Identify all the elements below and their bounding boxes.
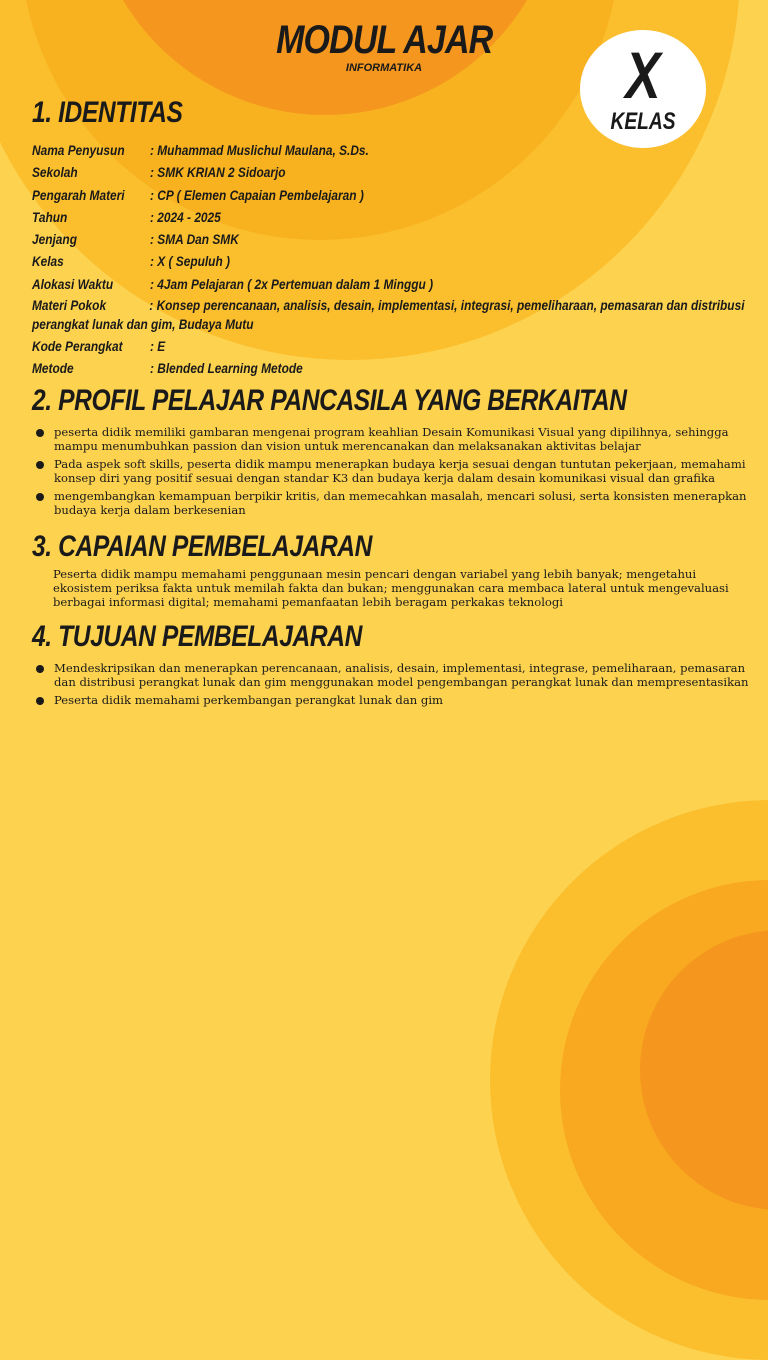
identitas-label: Alokasi Waktu [32,275,114,292]
identitas-row-text [32,296,761,334]
identitas-value: : 2024 - 2025 [150,208,221,225]
profil-heading: 2. PROFIL PELAJAR PANCASILA YANG BERKAITAN [32,384,627,417]
identitas-row [32,336,762,358]
list-item: Mendeskripsikan dan menerapkan perencanaan, analisis, desain, implementasi, integrase, pemeliharaan, pemasaran dan distribusi perangkat lunak dan gim menggunakan model pengembangan perangkat lunak dan mempresentasikan [32,661,752,689]
identitas-value: : 4Jam Pelajaran ( 2x Pertemuan dalam 1 Minggu ) [150,275,434,292]
identitas-label: Sekolah [32,164,78,181]
list-item: Pada aspek soft skills, peserta didik mampu menerapkan budaya kerja sesuai dengan tuntutan pekerjaan, memahami konsep diri yang positif sesuai dengan standar K3 dan budaya kerja dalam desain komunikasi visual dan grafika [32,457,752,485]
identitas-label: Jenjang [32,231,77,248]
identitas-row [32,207,762,229]
identitas-label: Pengarah Materi [32,186,125,203]
identitas-table [32,140,762,381]
identitas-row [32,185,762,207]
identitas-value: : Blended Learning Metode [150,360,303,377]
document-subtitle: INFORMATIKA [345,62,423,74]
identitas-heading: 1. IDENTITAS [32,96,183,129]
identitas-row [32,251,762,273]
identitas-label: Kelas [32,253,64,270]
identitas-value: : SMK KRIAN 2 Sidoarjo [150,164,286,181]
identitas-label: Materi Pokok [32,297,107,314]
identitas-value: : Muhammad Muslichul Maulana, S.Ds. [150,142,369,158]
tujuan-list [32,661,752,711]
identitas-value: : SMA Dan SMK [150,231,239,248]
identitas-value: : CP ( Elemen Capaian Pembelajaran ) [150,186,364,203]
identitas-value: : Konsep perencanaan, analisis, desain, implementasi, integrasi, pemeliharaan, pemasaran dan distribusi perangkat lunak dan gim, Budaya Mutu [32,297,745,333]
list-item: mengembangkan kemampuan berpikir kritis, dan memecahkan masalah, mencari solusi, serta konsisten menerapkan budaya kerja dalam berkesenian [32,489,752,517]
document-title: MODUL AJAR [275,18,493,62]
identitas-value: : X ( Sepuluh ) [150,253,230,270]
profil-list [32,425,752,521]
capaian-heading: 3. CAPAIAN PEMBELAJARAN [32,530,373,563]
identitas-label: Tahun [32,208,68,225]
identitas-label: Kode Perangkat [32,338,123,355]
identitas-row [32,274,762,296]
identitas-row [32,229,762,251]
tujuan-heading: 4. TUJUAN PEMBELAJARAN [32,620,362,653]
identitas-row [32,358,762,380]
identitas-row [32,162,762,184]
identitas-row [32,296,762,336]
identitas-value: : E [150,338,166,355]
list-item: peserta didik memiliki gambaran mengenai program keahlian Desain Komunikasi Visual yang dipilihnya, sehingga mampu menumbuhkan passion dan vision untuk merencanakan dan melaksanakan aktivitas belajar [32,425,752,453]
list-item: Peserta didik memahami perkembangan perangkat lunak dan gim [32,693,752,707]
grade-badge-value: X [625,38,661,112]
grade-badge [580,30,706,148]
capaian-text: Peserta didik mampu memahami penggunaan mesin pencari dengan variabel yang lebih banyak; mengetahui ekosistem periksa fakta untuk memilah fakta dan bukan; menggunakan cara membaca lateral untuk mengevaluasi berbagai informasi digital; memahami pemanfaatan lebih beragam perkakas teknologi [53,567,729,609]
grade-badge-label: KELAS [610,108,676,135]
identitas-label: Metode [32,360,74,377]
identitas-row [32,140,762,162]
identitas-label: Nama Penyusun [32,142,125,158]
